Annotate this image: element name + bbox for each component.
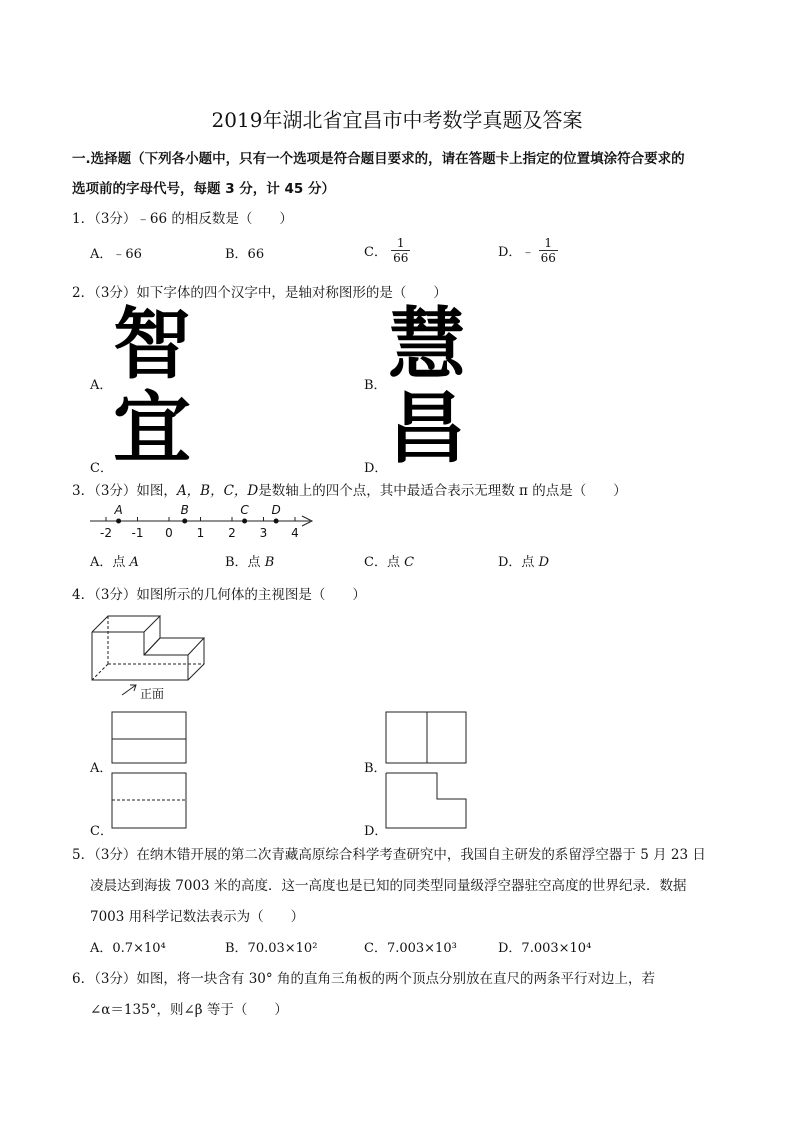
q3-option-d-var: D (538, 555, 549, 570)
number-line-point (182, 519, 187, 524)
page-title: 2019年湖北省宜昌市中考数学真题及答案 (211, 108, 583, 132)
number-line-figure (88, 500, 328, 542)
section-heading-line2: 选项前的字母代号，每题 3 分，计 45 分） (72, 181, 335, 197)
number-line-point-label: B (180, 503, 189, 517)
q2-char-d: 昌 (388, 384, 467, 474)
q2-option-b: B． (364, 378, 387, 393)
q2-option-c: C． (90, 461, 113, 476)
solid-right-edge (188, 638, 204, 680)
q1-option-d-fraction (539, 236, 558, 265)
q2-option-a: A． (90, 378, 113, 393)
q3-option-a-var: A (129, 555, 139, 570)
q3-option-c-prefix: C．点 (364, 555, 405, 570)
q4-view-b-outline (386, 712, 466, 763)
q3-stem (72, 479, 627, 499)
q3-option-a-prefix: A．点 (90, 555, 130, 570)
q2-option-d: D． (364, 461, 388, 476)
q5-option-a: A．0.7×10⁴ (90, 941, 166, 956)
section-heading-line1: 一.选择题（下列各小题中，只有一个选项是符合题目要求的，请在答题卡上指定的位置填涂符合要求的 (72, 151, 685, 167)
q5-line1: 5．（3分）在纳木错开展的第二次青藏高原综合科学考查研究中，我国自主研发的系留浮空器于 5 月 23 日 (72, 847, 706, 863)
q4-view-c (110, 771, 188, 831)
q3-option-b (225, 551, 274, 570)
solid-top-right (144, 638, 204, 655)
q3-option-d-prefix: D．点 (498, 555, 539, 570)
q1-option-d (498, 236, 558, 265)
solid-hidden-edge-3 (92, 664, 108, 680)
q6-line2: ∠α＝135°，则∠β 等于（ ） (90, 1002, 288, 1018)
q1-c-denominator: 66 (393, 251, 409, 265)
q1-option-d-label: D． (498, 245, 522, 260)
q4-view-d-outline (386, 773, 466, 828)
number-line-point (116, 519, 121, 524)
q1-d-denominator: 66 (540, 251, 556, 265)
number-line-tick-label: 4 (291, 526, 299, 540)
number-line-tick-label: 1 (196, 526, 205, 540)
number-line-points (113, 503, 280, 524)
q6-line1: 6．（3分）如图，将一块含有 30° 角的直角三角板的两个顶点分别放在直尺的两条平行对边上，若 (72, 971, 655, 987)
q3-option-b-var: B (264, 555, 275, 570)
solid-step-edge (144, 616, 160, 655)
q3-stem-post: 是数轴上的四个点，其中最适合表示无理数 π 的点是（ ） (258, 483, 627, 499)
q4-view-a-outline (112, 712, 186, 763)
number-line-tick-label: -1 (131, 526, 144, 540)
solid-top-left (92, 616, 160, 632)
q1-option-c (364, 236, 410, 265)
q3-stem-vars: A，B，C，D (176, 483, 259, 499)
q2-char-b: 慧 (388, 300, 467, 390)
q5-option-b: B．70.03×10² (225, 941, 318, 956)
number-line-point-label: A (114, 503, 123, 517)
solid-figure (88, 608, 213, 703)
q2-char-c: 宜 (113, 384, 192, 474)
q1-c-numerator: 1 (396, 236, 405, 250)
number-line-point (242, 519, 247, 524)
q1-stem: 1．（3分）﹣66 的相反数是（ ） (72, 211, 293, 227)
solid-front-face (92, 632, 188, 680)
q3-stem-pre: 3．（3分）如图， (72, 483, 177, 499)
q4-option-a: A． (90, 761, 113, 776)
q4-option-d: D． (364, 824, 388, 839)
q2-stem: 2．（3分）如下字体的四个汉字中，是轴对称图形的是（ ） (72, 285, 447, 301)
q3-option-a (90, 551, 139, 570)
q4-stem: 4．（3分）如图所示的几何体的主视图是（ ） (72, 587, 366, 603)
q1-option-a: A．﹣66 (90, 247, 142, 262)
number-line-point-label: D (271, 503, 281, 517)
q4-view-b (384, 710, 468, 766)
q1-d-numerator: 1 (544, 236, 553, 250)
number-line-tick-label: 3 (259, 526, 268, 540)
front-view-label: 正面 (140, 687, 165, 701)
q5-line2: 凌晨达到海拔 7003 米的高度．这一高度也是已知的同类型同量级浮空器驻空高度的世界纪录．数据 (90, 878, 687, 894)
q4-view-d (384, 771, 468, 831)
q5-line3: 7003 用科学记数法表示为（ ） (90, 909, 305, 925)
q4-option-c: C． (90, 824, 113, 839)
q4-view-a (110, 710, 188, 766)
number-line-tick-label: 0 (165, 526, 173, 540)
number-line-point-label: C (240, 503, 249, 517)
number-line-tick-label: -2 (100, 526, 112, 540)
q3-option-b-prefix: B．点 (225, 555, 265, 570)
q3-option-c (364, 551, 414, 570)
number-line-ticks (100, 517, 299, 540)
q3-option-c-var: C (404, 555, 415, 570)
number-line-tick-label: 2 (228, 526, 236, 540)
q5-option-d: D．7.003×10⁴ (498, 941, 592, 956)
q1-option-d-sign: ﹣ (521, 245, 535, 260)
q3-option-d (498, 551, 549, 570)
q1-option-b: B．66 (225, 247, 265, 262)
q4-option-b: B． (364, 761, 387, 776)
q2-char-a: 智 (113, 300, 192, 390)
q5-option-c: C．7.003×10³ (364, 941, 457, 956)
q1-option-c-label: C． (364, 245, 387, 260)
number-line-point (274, 519, 279, 524)
q1-option-c-fraction (391, 236, 410, 265)
